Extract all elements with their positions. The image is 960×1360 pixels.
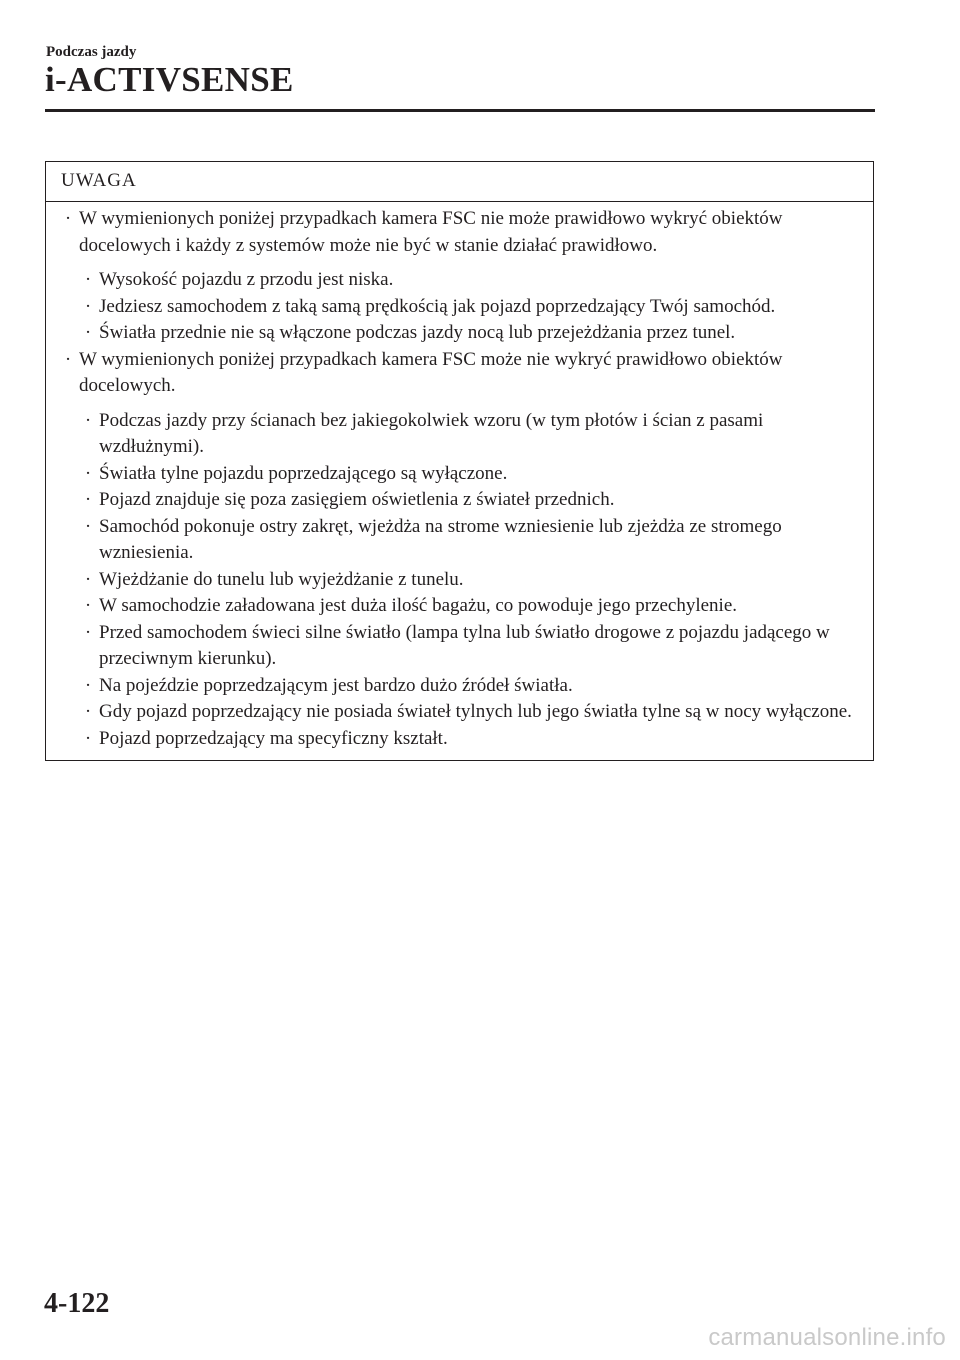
page-number: 4-122	[44, 1288, 110, 1319]
warning-subitem-text: Podczas jazdy przy ścianach bez jakiegokolwiek wzoru (w tym płotów i ścian z pasami wzdłużnymi).	[99, 409, 764, 457]
page-title: i-ACTIVSENSE	[45, 60, 294, 99]
bullet-icon: ·	[84, 621, 92, 643]
warning-subitem	[63, 567, 853, 594]
bullet-icon: ·	[84, 701, 92, 722]
warning-subitem-text: Pojazd znajduje się poza zasięgiem oświetlenia z świateł przednich.	[99, 489, 615, 510]
bullet-icon: ·	[84, 322, 92, 343]
warning-subitem-text: W samochodzie załadowana jest duża ilość bagażu, co powoduje jego przechylenie.	[99, 595, 738, 616]
warning-subitem-text: Na pojeździe poprzedzającym jest bardzo dużo źródeł światła.	[99, 674, 573, 696]
bullet-icon: ·	[84, 674, 92, 696]
warning-subitem	[63, 294, 853, 321]
warning-box	[45, 161, 874, 761]
bullet-icon: ·	[84, 489, 92, 510]
warning-subitem	[63, 514, 853, 567]
warning-item	[63, 347, 853, 400]
warning-subitem	[63, 699, 853, 726]
bullet-icon: ·	[84, 568, 92, 590]
warning-heading: UWAGA	[46, 162, 873, 202]
warning-subitem	[63, 461, 853, 488]
bullet-icon: ·	[84, 409, 92, 431]
bullet-icon: ·	[84, 269, 92, 290]
warning-subitem-text: Światła tylne pojazdu poprzedzającego są wyłączone.	[99, 462, 508, 484]
warning-item-text: W wymienionych poniżej przypadkach kamera FSC nie może prawidłowo wykryć obiektów docelowych i każdy z systemów może nie być w stanie działać prawidłowo.	[79, 208, 783, 256]
warning-subitem	[63, 408, 853, 461]
warning-subitem-text: Wjeżdżanie do tunelu lub wyjeżdżanie z tunelu.	[99, 568, 464, 590]
title-rule	[45, 109, 875, 112]
warning-item	[63, 206, 853, 259]
warning-subitem	[63, 593, 853, 620]
bullet-icon: ·	[64, 208, 72, 229]
warning-subitem	[63, 726, 853, 753]
bullet-icon: ·	[84, 295, 92, 317]
warning-sublist	[63, 267, 853, 347]
bullet-icon: ·	[84, 515, 92, 537]
warning-subitem	[63, 673, 853, 700]
warning-subitem-text: Pojazd poprzedzający ma specyficzny kształt.	[99, 727, 448, 749]
warning-subitem-text: Przed samochodem świeci silne światło (lampa tylna lub światło drogowe z pojazdu jadącego w przeciwnym kierunku).	[99, 621, 830, 669]
section-label: Podczas jazdy	[46, 44, 137, 60]
warning-subitem	[63, 487, 853, 514]
warning-subitem	[63, 267, 853, 294]
warning-body	[46, 202, 873, 760]
warning-subitem-text: Światła przednie nie są włączone podczas jazdy nocą lub przejeżdżania przez tunel.	[99, 322, 736, 343]
bullet-icon: ·	[84, 462, 92, 484]
warning-sublist	[63, 408, 853, 753]
warning-subitem-text: Wysokość pojazdu z przodu jest niska.	[99, 269, 394, 290]
warning-subitem-text: Jedziesz samochodem z taką samą prędkością jak pojazd poprzedzający Twój samochód.	[99, 295, 776, 317]
warning-subitem-text: Gdy pojazd poprzedzający nie posiada świateł tylnych lub jego światła tylne są w nocy wyłączone.	[99, 701, 852, 722]
bullet-icon: ·	[84, 727, 92, 749]
bullet-icon: ·	[84, 595, 92, 616]
warning-subitem	[63, 320, 853, 347]
warning-item-text: W wymienionych poniżej przypadkach kamera FSC może nie wykryć prawidłowo obiektów docelowych.	[79, 348, 783, 396]
bullet-icon: ·	[64, 348, 72, 370]
watermark: carmanualsonline.info	[708, 1324, 946, 1351]
warning-subitem	[63, 620, 853, 673]
warning-subitem-text: Samochód pokonuje ostry zakręt, wjeżdża na strome wzniesienie lub zjeżdża ze stromego wzniesienia.	[99, 515, 782, 563]
